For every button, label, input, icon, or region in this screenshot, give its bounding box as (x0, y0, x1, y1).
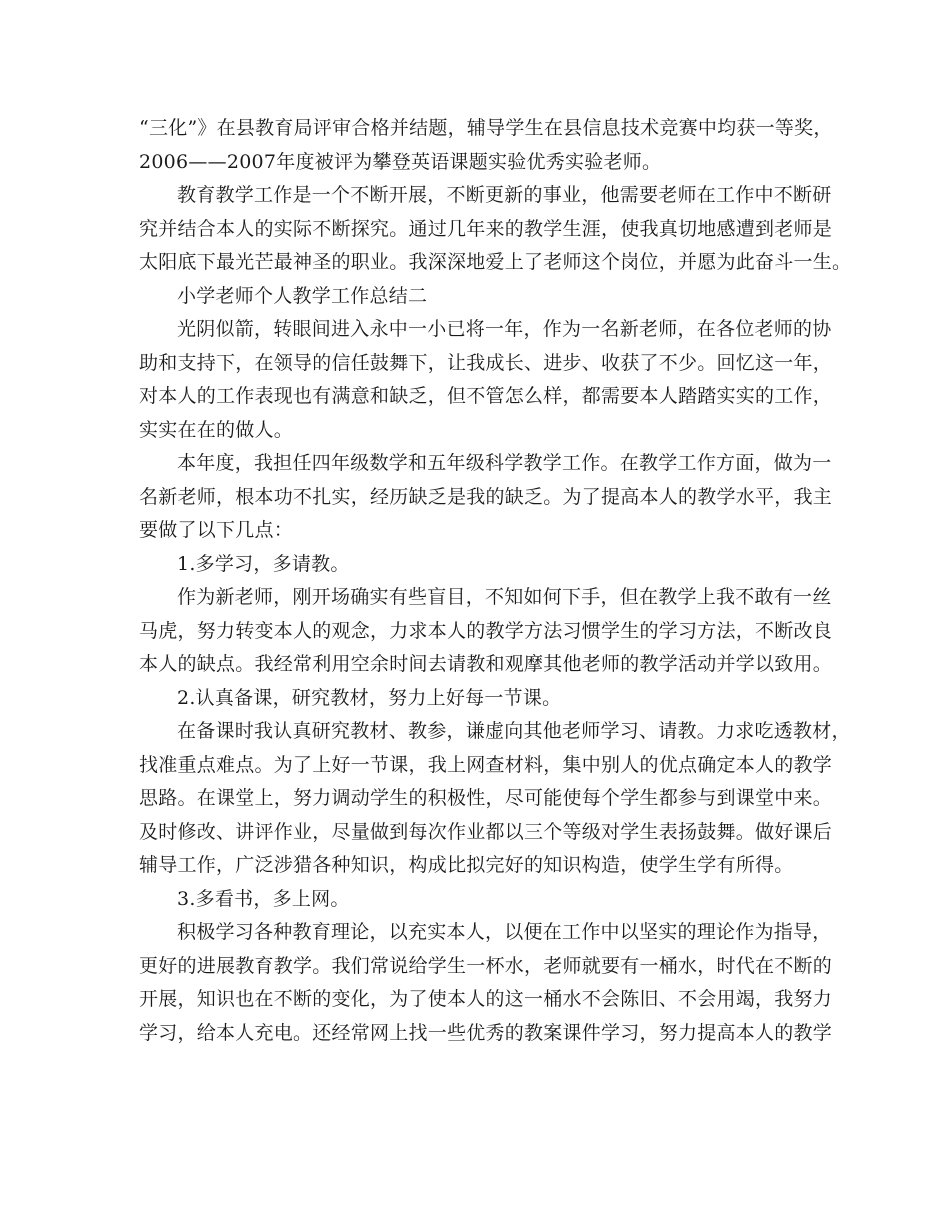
text-line: 本人的缺点。我经常利用空余时间去请教和观摩其他老师的教学活动并学以致用。 (139, 653, 833, 675)
text-line: 究并结合本人的实际不断探究。通过几年来的教学生涯，使我真切地感遭到老师是 (139, 217, 833, 240)
text-line: 2006——2007年度被评为攀登英语课题实验优秀实验老师。 (139, 150, 662, 173)
text-line: 及时修改、讲评作业，尽量做到每次作业都以三个等级对学生表扬鼓舞。做好课后 (139, 820, 833, 843)
text-line: 马虎，努力转变本人的观念，力求本人的教学方法习惯学生的学习方法，不断改良 (139, 619, 833, 642)
paragraph-start: 积极学习各种教育理论，以充实本人，以便在工作中以坚实的理论作为指导， (177, 921, 832, 943)
text-line: 找准重点难点。为了上好一节课，我上网查材料，集中别人的优点确定本人的教学 (139, 753, 833, 776)
text-line: 实实在在的做人。 (139, 418, 294, 441)
text-line: 学习，给本人充电。还经常网上找一些优秀的教案课件学习，努力提高本人的教学 (139, 1021, 833, 1044)
text-line: 更好的进展教育教学。我们常说给学生一杯水，老师就要有一桶水，时代在不断的 (139, 954, 833, 977)
section-heading: 小学老师个人教学工作总结二 (177, 284, 428, 307)
list-heading: 3.多看书，多上网。 (177, 887, 350, 910)
list-heading: 2.认真备课，研究教材，努力上好每一节课。 (177, 686, 562, 709)
text-line: 太阳底下最光芒最神圣的职业。我深深地爱上了老师这个岗位，并愿为此奋斗一生。 (139, 251, 852, 273)
document-body (139, 112, 852, 1050)
text-line: 思路。在课堂上，努力调动学生的积极性，尽可能使每个学生都参与到课堂中来。 (139, 787, 833, 809)
paragraph-start: 作为新老师，刚开场确实有些盲目，不知如何下手，但在教学上我不敢有一丝 (177, 586, 832, 608)
text-line: 对本人的工作表现也有满意和缺乏，但不管怎么样，都需要本人踏踏实实的工作， (139, 385, 833, 407)
paragraph-start: 本年度，我担任四年级数学和五年级科学教学工作。在教学工作方面，做为一 (177, 452, 832, 474)
text-line: 名新老师，根本功不扎实，经历缺乏是我的缺乏。为了提高本人的教学水平，我主 (139, 485, 833, 508)
text-line: 辅导工作，广泛涉猎各种知识，构成比拟完好的知识构造，使学生学有所得。 (139, 854, 794, 876)
text-line: 要做了以下几点： (139, 519, 294, 541)
text-line: “三化”》在县教育局评审合格并结题，辅导学生在县信息技术竞赛中均获一等奖， (139, 117, 833, 139)
paragraph-start: 在备课时我认真研究教材、教参，谦虚向其他老师学习、请教。力求吃透教材， (177, 720, 851, 742)
paragraph-start: 光阴似箭，转眼间进入永中一小已将一年，作为一名新老师，在各位老师的协 (177, 318, 832, 340)
text-line: 开展，知识也在不断的变化，为了使本人的这一桶水不会陈旧、不会用竭，我努力 (139, 988, 833, 1010)
paragraph-start: 教育教学工作是一个不断开展，不断更新的事业，他需要老师在工作中不断研 (177, 184, 832, 206)
text-line: 助和支持下，在领导的信任鼓舞下，让我成长、进步、收获了不少。回忆这一年， (139, 351, 833, 374)
list-heading: 1.多学习，多请教。 (177, 552, 350, 575)
